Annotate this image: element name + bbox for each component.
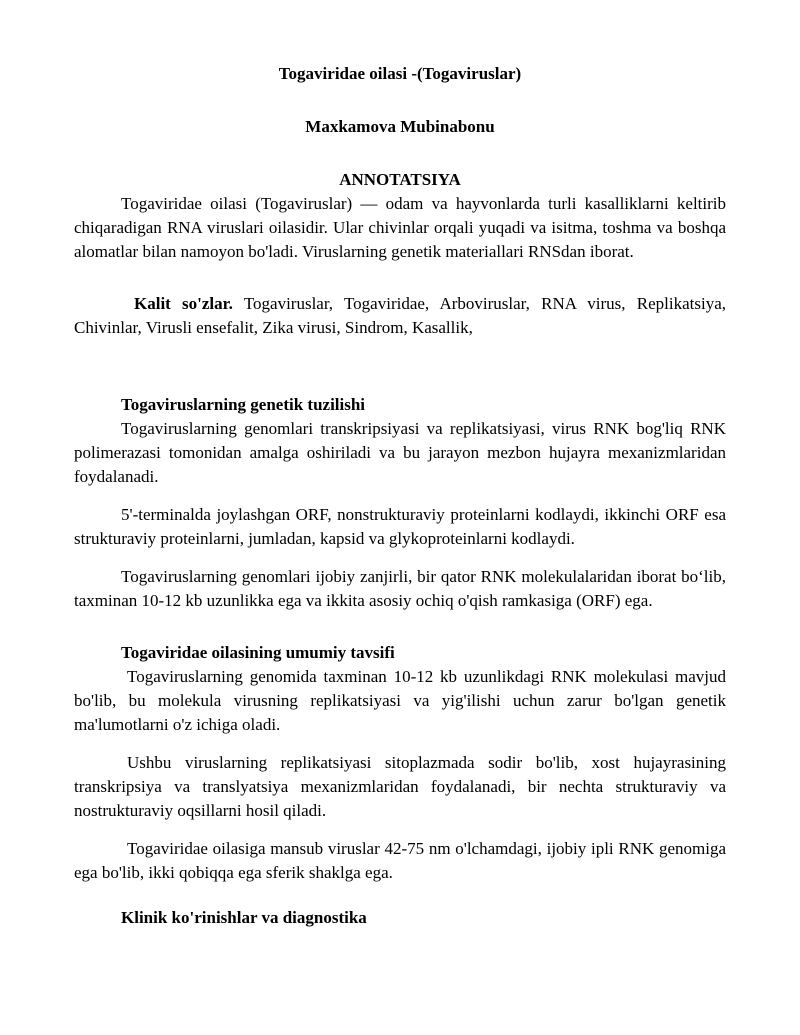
section-paragraph: Togaviruslarning genomlari ijobiy zanjirli, bir qator RNK molekulalaridan iborat bo‘lib, taxminan 10-12 kb uzunlikka ega va ikkita asosiy ochiq o'qish ramkasiga (ORF) ega. xyxy=(74,567,726,610)
spacer xyxy=(74,613,726,641)
annotation-heading: ANNOTATSIYA xyxy=(339,170,461,189)
spacer xyxy=(74,489,726,503)
keywords-block xyxy=(74,292,726,340)
document-page xyxy=(74,62,726,930)
section-heading: Togaviridae oilasining umumiy tavsifi xyxy=(121,643,395,662)
section-heading: Togaviruslarning genetik tuzilishi xyxy=(121,395,366,414)
spacer xyxy=(74,737,726,751)
document-author: Maxkamova Mubinabonu xyxy=(305,117,495,136)
document-title: Togaviridae oilasi -(Togaviruslar) xyxy=(278,64,522,83)
keywords-text: Togaviruslar, Togaviridae, Arboviruslar, RNA virus, Replikatsiya, Chivinlar, Virusli ensefalit, Zika virusi, Sindrom, Kasallik, xyxy=(74,294,726,337)
spacer xyxy=(74,885,726,906)
keywords-label: Kalit so'zlar. xyxy=(134,294,233,313)
section-paragraph: Ushbu viruslarning replikatsiyasi sitoplazmada sodir bo'lib, xost hujayrasining transkripsiya va translyatsiya mexanizmlaridan foydalanadi, bir nechta strukturaviy va nostrukturaviy oqsillarni hosil qiladi. xyxy=(74,753,726,820)
annotation-paragraph: Togaviridae oilasi (Togaviruslar) — odam va hayvonlarda turli kasalliklarni keltirib chiqaradigan RNA viruslari oilasidir. Ular chivinlar orqali yuqadi va isitma, toshma va boshqa alomatlar bilan namoyon bo'ladi. Viruslarning genetik materiallari RNSdan iborat. xyxy=(74,194,726,261)
section-paragraph: 5'-terminalda joylashgan ORF, nonstrukturaviy proteinlarni kodlaydi, ikkinchi ORF esa strukturaviy proteinlarni, jumladan, kapsid va glykoproteinlarni kodlaydi. xyxy=(74,505,726,548)
spacer xyxy=(74,264,726,292)
section-paragraph: Togaviruslarning genomida taxminan 10-12 kb uzunlikdagi RNK molekulasi mavjud bo'lib, bu molekula virusning replikatsiyasi va yig'ilishi uchun zarur bo'lgan genetik ma'lumotlarni o'z ichiga oladi. xyxy=(74,667,726,734)
spacer xyxy=(74,551,726,565)
spacer xyxy=(74,823,726,837)
spacer xyxy=(74,340,726,393)
section-paragraph: Togaviridae oilasiga mansub viruslar 42-75 nm o'lchamdagi, ijobiy ipli RNK genomiga ega bo'lib, ikki qobiqqa ega sferik shaklga ega. xyxy=(74,839,726,882)
section-paragraph: Togaviruslarning genomlari transkripsiyasi va replikatsiyasi, virus RNK bog'liq RNK polimerazasi tomonidan amalga oshiriladi va bu jarayon mezbon hujayra mexanizmlaridan foydalanadi. xyxy=(74,419,726,486)
section-heading: Klinik ko'rinishlar va diagnostika xyxy=(121,908,367,927)
